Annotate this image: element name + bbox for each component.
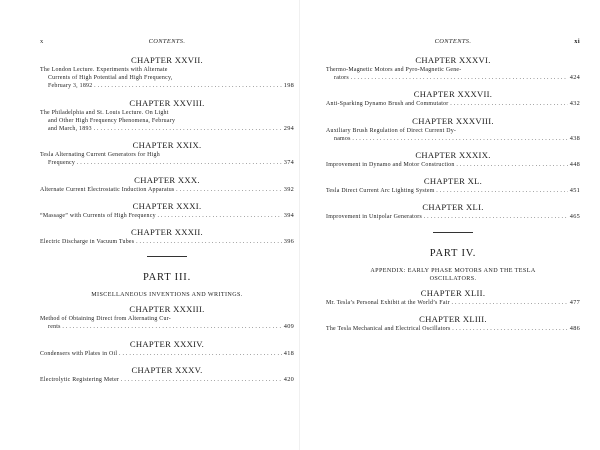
running-title: CONTENTS. <box>148 38 186 45</box>
chapter-heading: CHAPTER XL. <box>423 176 483 187</box>
entry-line: Electric Discharge in Vacuum Tubes <box>40 239 135 246</box>
chapter-entry <box>40 97 294 134</box>
dot-leader <box>117 351 294 357</box>
entry-line: and March, 1893 <box>48 126 92 133</box>
chapter-entry <box>40 174 294 194</box>
entry-page-number: 396 <box>283 238 294 246</box>
page-number: x <box>40 38 44 45</box>
entry-line: The Tesla Mechanical and Electrical Oscillators <box>326 325 451 332</box>
chapter-heading: CHAPTER XXXVIII. <box>412 115 494 126</box>
chapter-heading: CHAPTER XXIX. <box>132 140 202 151</box>
chapter-entry <box>40 200 294 220</box>
entry-line: Currents of High Potential and High Frequency, <box>48 75 173 82</box>
part-subtitle: MISCELLANEOUS INVENTIONS AND WRITINGS. <box>91 292 243 299</box>
chapter-entry <box>40 338 294 358</box>
entry-page-number: 424 <box>569 74 580 82</box>
chapter-heading: CHAPTER XXXIII. <box>129 304 205 315</box>
section-rule <box>433 232 473 233</box>
chapter-heading: CHAPTER XXXV. <box>131 364 203 375</box>
entry-line: Condensers with Plates in Oil <box>40 350 118 357</box>
dot-leader <box>156 213 294 219</box>
entry-line: Thermo-Magnetic Motors and Pyro-Magnetic Gene- <box>326 67 462 73</box>
right-page <box>326 0 580 450</box>
chapter-entry <box>326 54 580 82</box>
entry-line: “Massage” with Currents of High Frequency <box>40 212 156 219</box>
chapter-heading: CHAPTER XXXI. <box>132 200 202 211</box>
running-head <box>40 38 294 48</box>
entry-line: Frequency <box>48 160 76 167</box>
dot-leader <box>92 83 294 89</box>
part-heading: PART IV. <box>429 247 477 259</box>
entry-page-number: 465 <box>569 213 580 221</box>
dot-leader <box>134 239 294 245</box>
dot-leader <box>61 324 294 330</box>
chapter-entry <box>326 115 580 143</box>
entry-page-number: 394 <box>283 211 294 219</box>
chapter-heading: CHAPTER XXVII. <box>131 55 203 65</box>
dot-leader <box>351 136 580 142</box>
entry-page-number: 420 <box>283 375 294 383</box>
dot-leader <box>455 162 580 168</box>
chapter-entry <box>326 313 580 333</box>
entry-line: Auxiliary Brush Regulation of Direct Current Dy- <box>326 127 457 134</box>
entry-page-number: 198 <box>283 82 294 90</box>
entry-page-number: 477 <box>569 298 580 306</box>
dot-leader <box>174 187 294 193</box>
running-head <box>326 38 580 48</box>
chapter-entry <box>326 149 580 169</box>
section-rule <box>147 256 187 257</box>
entry-line: February 3, 1892 <box>48 83 93 90</box>
chapter-entry <box>326 175 580 195</box>
part-heading: PART III. <box>143 272 191 284</box>
chapter-entry <box>326 88 580 108</box>
entry-page-number: 418 <box>283 349 294 357</box>
entry-line: Tesla Alternating Current Generators for High <box>40 152 160 159</box>
entry-page-number: 432 <box>569 100 580 108</box>
entry-page-number: 486 <box>569 324 580 332</box>
dot-leader <box>92 126 294 132</box>
page-gutter <box>299 0 300 450</box>
entry-page-number: 438 <box>569 134 580 142</box>
chapter-heading: CHAPTER XXXIX. <box>415 150 491 161</box>
dot-leader <box>450 300 580 306</box>
entry-page-number: 392 <box>283 185 294 193</box>
part-subtitle <box>326 267 580 283</box>
entry-line: rators <box>334 75 349 82</box>
part-subtitle-line: APPENDIX: EARLY PHASE MOTORS AND THE TESLA <box>370 267 536 274</box>
chapter-entry <box>40 303 294 331</box>
entry-page-number: 294 <box>283 125 294 133</box>
chapter-heading: CHAPTER XLIII. <box>419 313 487 324</box>
chapter-entry <box>40 364 294 384</box>
entry-line: and Other High Frequency Phenomena, February <box>48 117 176 124</box>
entry-line: namos <box>334 135 351 142</box>
page-number: xi <box>574 38 580 45</box>
entry-line: Method of Obtaining Direct from Alternating Cur- <box>40 316 171 323</box>
entry-line: Alternate Current Electrostatic Induction Apparatus <box>40 186 175 193</box>
entry-line: The London Lecture. Experiments with Alternate <box>40 67 168 73</box>
entry-line: Mr. Tesla’s Personal Exhibit at the World’s Fair <box>326 299 450 306</box>
chapter-heading: CHAPTER XLII. <box>420 287 486 298</box>
part-subtitle-line: OSCILLATORS. <box>429 275 477 282</box>
dot-leader <box>119 377 294 383</box>
chapter-heading: CHAPTER XXXII. <box>131 227 203 238</box>
running-title: CONTENTS. <box>434 38 472 45</box>
chapter-heading: CHAPTER XXVIII. <box>129 97 205 108</box>
entry-line: Anti-Sparking Dynamo Brush and Commutator <box>326 101 449 108</box>
entry-page-number: 451 <box>569 187 580 195</box>
entry-line: rents <box>48 324 61 331</box>
entry-page-number: 409 <box>283 323 294 331</box>
chapter-heading: CHAPTER XXXVI. <box>415 55 491 65</box>
chapter-heading: CHAPTER XXX. <box>134 174 200 185</box>
dot-leader <box>451 326 580 332</box>
dot-leader <box>435 188 580 194</box>
entry-line: Tesla Direct Current Arc Lighting System <box>326 188 435 195</box>
chapter-heading: CHAPTER XXXIV. <box>129 338 205 349</box>
dot-leader <box>422 214 580 220</box>
chapter-entry <box>40 54 294 91</box>
entry-line: Electrolytic Registering Meter <box>40 376 120 383</box>
chapter-entry <box>326 287 580 307</box>
dot-leader <box>75 160 294 166</box>
entry-line: Improvement in Unipolar Generators <box>326 214 423 221</box>
chapter-entry <box>40 226 294 246</box>
chapter-entry <box>326 201 580 221</box>
entry-line: The Philadelphia and St. Louis Lecture. On Light <box>40 109 169 116</box>
entry-page-number: 448 <box>569 161 580 169</box>
entry-line: Improvement in Dynamo and Motor Construction <box>326 162 455 169</box>
chapter-heading: CHAPTER XXXVII. <box>413 89 493 100</box>
dot-leader <box>449 101 581 107</box>
entry-page-number: 374 <box>283 159 294 167</box>
dot-leader <box>349 75 580 81</box>
chapter-heading: CHAPTER XLI. <box>422 202 484 213</box>
left-page <box>40 0 294 450</box>
chapter-entry <box>40 139 294 167</box>
